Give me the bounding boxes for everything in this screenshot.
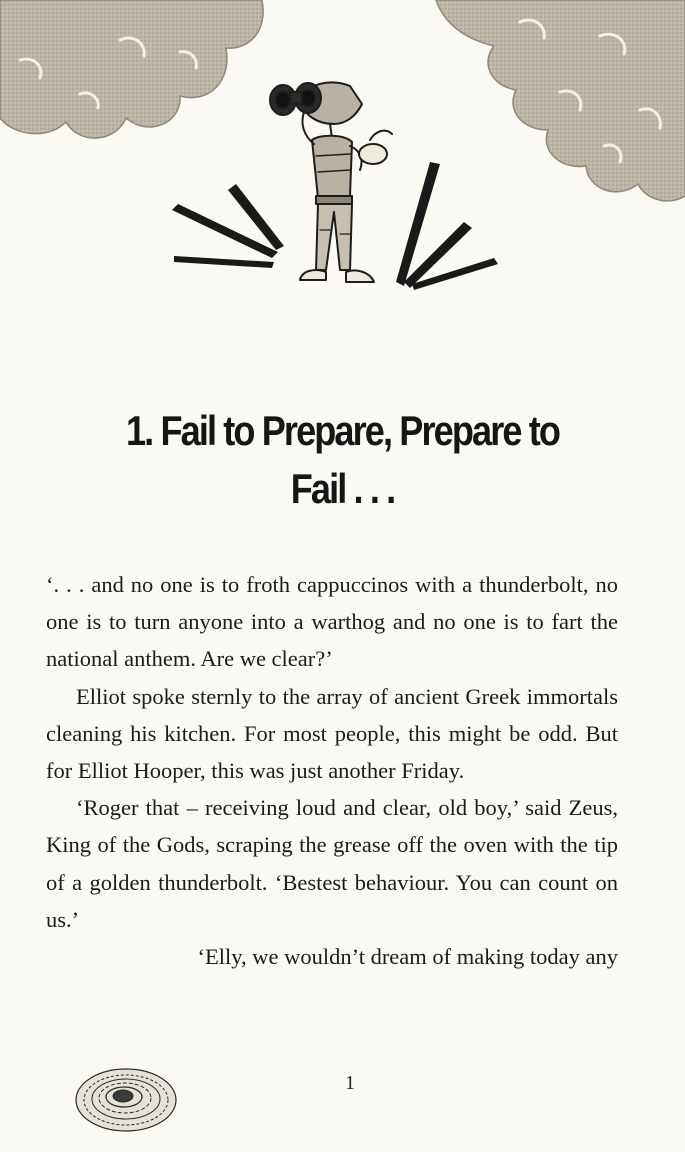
cloud-right-icon [436, 0, 685, 201]
chapter-body [46, 566, 618, 975]
paragraph-2: Elliot spoke sternly to the array of ancient Greek immortals cleaning his kitchen. For most people, this might be odd. But for Elliot Hooper, this was just another Friday. [46, 683, 618, 784]
paragraph-1: ‘. . . and no one is to froth cappuccinos with a thunderbolt, no one is to turn anyone into a warthog and no one is to fart the national anthem. Are we clear?’ [46, 572, 618, 672]
paragraph-4: ‘Elly, we wouldn’t dream of making today any [197, 944, 618, 970]
chapter-title [82, 402, 602, 518]
chapter-title-line-2: Fail . . . [290, 465, 395, 512]
binocular-boy-icon [270, 82, 392, 282]
whirlpool-icon [76, 1069, 176, 1131]
cloud-left-icon [0, 0, 263, 138]
page-number: 1 [345, 1072, 355, 1094]
paragraph-3: ‘Roger that – receiving loud and clear, old boy,’ said Zeus, King of the Gods, scraping the grease off the oven with the tip of a golden thunderbolt. ‘Bestest behaviour. You can count on us.’ [46, 795, 618, 932]
chapter-title-line-1: 1. Fail to Prepare, Prepare to [125, 407, 560, 454]
